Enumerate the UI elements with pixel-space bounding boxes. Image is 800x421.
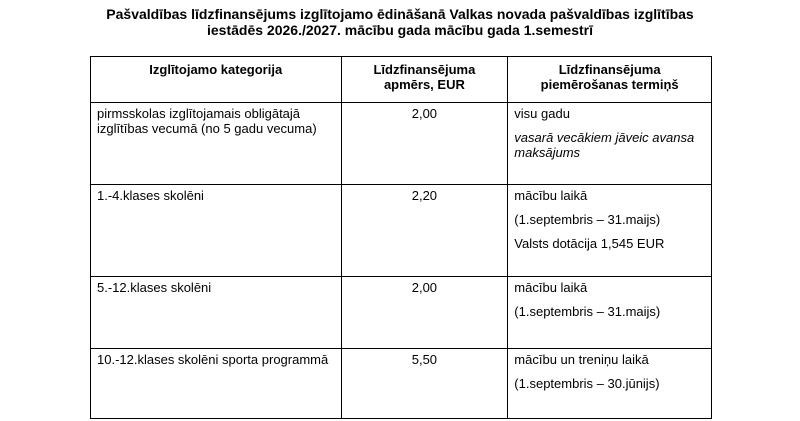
header-term: Līdzfinansējuma piemērošanas termiņš: [508, 57, 712, 103]
title-line-2: iestādēs 2026./2027. mācību gada mācību gada 1.semestrī: [207, 22, 593, 38]
term-line: mācību laikā: [514, 280, 588, 295]
row-term: [508, 185, 712, 277]
term-line: visu gadu: [514, 106, 570, 121]
title-line-1: Pašvaldības līdzfinansējums izglītojamo ēdināšanā Valkas novada pašvaldības izglītības: [106, 6, 694, 22]
term-line: Valsts dotācija 1,545 EUR: [514, 236, 665, 251]
term-line: mācību laikā: [514, 188, 588, 203]
term-line: (1.septembris – 31.maijs): [514, 304, 661, 319]
row-term: [508, 349, 712, 419]
table-header-row: [91, 57, 712, 103]
row-category: pirmsskolas izglītojamais obligātajā izglītības vecumā (no 5 gadu vecuma): [91, 103, 342, 185]
table-row: [91, 185, 712, 277]
row-amount: 5,50: [341, 349, 508, 419]
term-note: vasarā vecākiem jāveic avansa maksājums: [514, 130, 695, 160]
cofinancing-table: [90, 56, 712, 419]
header-category: Izglītojamo kategorija: [91, 57, 342, 103]
term-line: mācību un treniņu laikā: [514, 352, 649, 367]
term-line: (1.septembris – 30.jūnijs): [514, 376, 660, 391]
table-row: [91, 349, 712, 419]
row-amount: 2,20: [341, 185, 508, 277]
row-amount: 2,00: [341, 277, 508, 349]
row-category: 5.-12.klases skolēni: [91, 277, 342, 349]
document-title: [0, 6, 800, 38]
row-amount: 2,00: [341, 103, 508, 185]
term-line: (1.septembris – 31.maijs): [514, 212, 661, 227]
header-amount: Līdzfinansējuma apmērs, EUR: [341, 57, 508, 103]
table-row: [91, 277, 712, 349]
row-term: [508, 103, 712, 185]
row-term: [508, 277, 712, 349]
row-category: 10.-12.klases skolēni sporta programmā: [91, 349, 342, 419]
table-row: [91, 103, 712, 185]
row-category: 1.-4.klases skolēni: [91, 185, 342, 277]
